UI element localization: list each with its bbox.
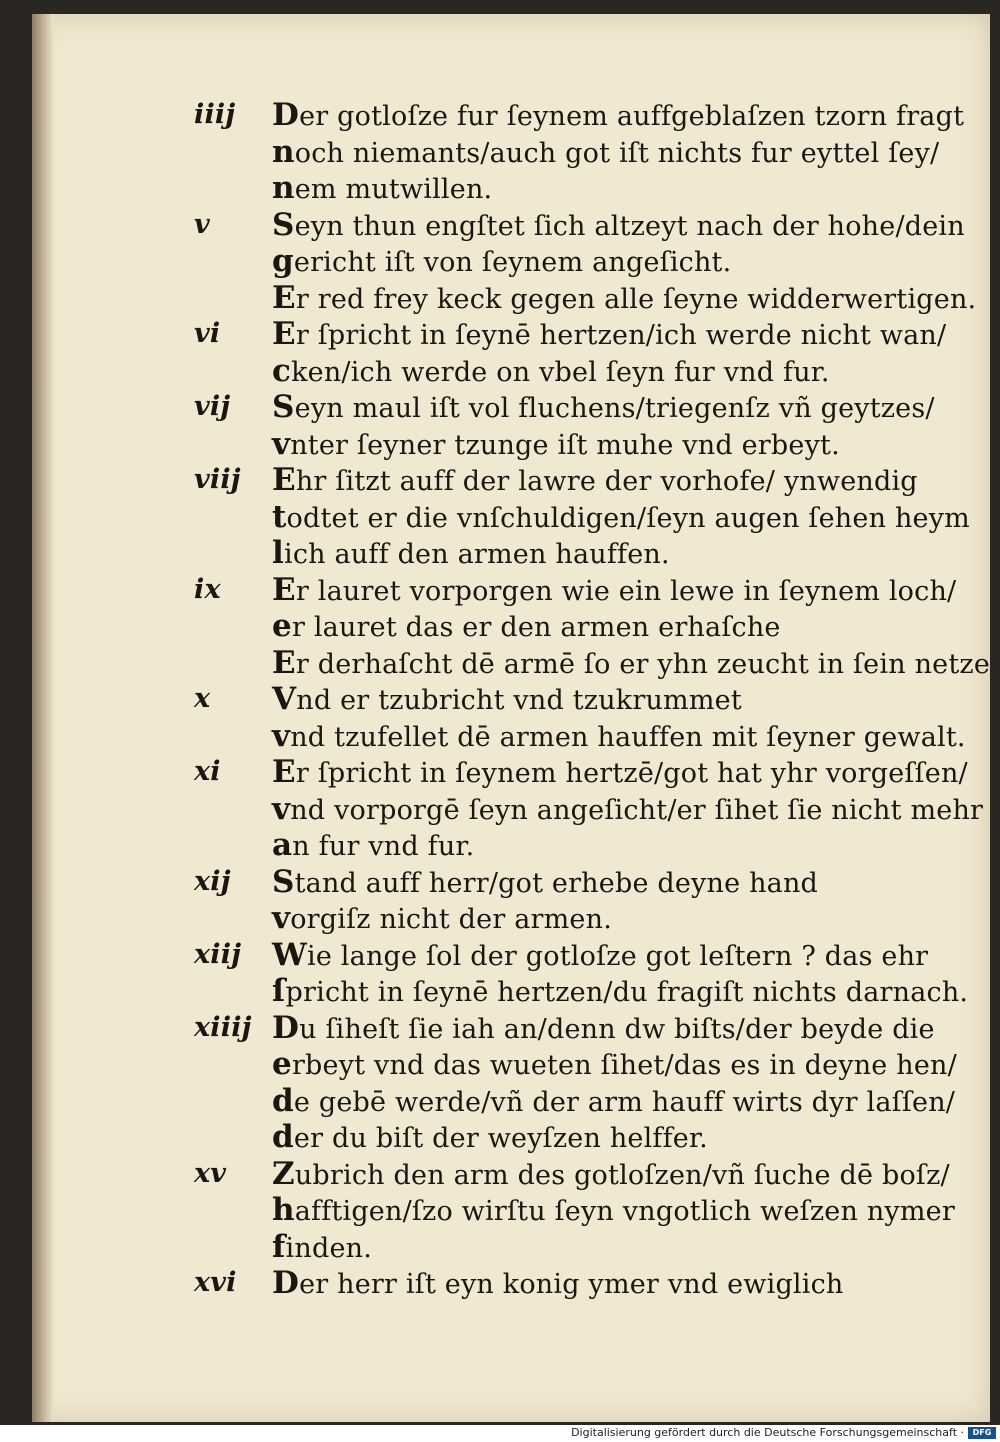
verse-line: vorgiſz nicht der armen. bbox=[272, 900, 612, 936]
digitization-footer bbox=[0, 1425, 1000, 1442]
verse-block bbox=[194, 98, 964, 208]
verse-line: Zubrich den arm des gotloſzen/vñ ſuche dē boſz/ bbox=[272, 1155, 950, 1192]
verse-block bbox=[194, 206, 977, 318]
verse-number: vij bbox=[194, 391, 231, 422]
verse-line: cken/ich werde on vbel ſeyn fur vnd fur. bbox=[272, 352, 830, 389]
verse-line: Er derhaſcht dē armē ſo er yhn zeucht in ſein netze bbox=[272, 644, 990, 681]
verse-block bbox=[194, 865, 964, 938]
verse-line: Ehr ſitzt auff der lawre der vorhofe/ ynwendig bbox=[272, 462, 918, 498]
verse-line: todtet er die vnſchuldigen/ſeyn augen ſehen heym bbox=[272, 498, 970, 535]
verse-line: Er ſpricht in ſeynē hertzen/ich werde nicht wan/ bbox=[272, 316, 947, 352]
verse-number: xij bbox=[194, 865, 231, 897]
verse-line: erbeyt vnd das wueten ſihet/das es in deyne hen/ bbox=[272, 1046, 957, 1082]
verse-number: xiiij bbox=[194, 1011, 252, 1043]
verse-line: de gebē werde/vñ der arm hauff wirts dyr laſſen/ bbox=[272, 1082, 956, 1119]
verse-block bbox=[194, 682, 964, 755]
verse-line: Du ſiheſt ſie iah an/denn dw biſts/der beyde die bbox=[272, 1009, 935, 1046]
psalm-text bbox=[194, 97, 990, 1303]
verse-number: iiij bbox=[194, 99, 236, 130]
verse-block bbox=[194, 462, 970, 573]
verse-line: der du biſt der weyſzen helffer. bbox=[272, 1119, 708, 1155]
verse-number: ix bbox=[194, 573, 221, 605]
verse-line: Er red frey keck gegen alle ſeyne widderwertigen. bbox=[272, 279, 977, 316]
verse-number: viij bbox=[194, 464, 241, 495]
verse-line: vnd tzufellet dē armen hauffen mit ſeyner gewalt. bbox=[272, 717, 966, 754]
book-page bbox=[32, 14, 990, 1422]
verse-line: Seyn maul iſt vol fluchens/triegenſz vñ geytzes/ bbox=[272, 389, 935, 425]
footer-credit: Digitalisierung gefördert durch die Deutsche Forschungsgemeinschaft · bbox=[571, 1426, 964, 1439]
verse-line: Der gotloſze fur ſeynem auffgeblaſzen tzorn fragt bbox=[272, 97, 965, 133]
verse-block bbox=[194, 317, 964, 390]
verse-number: xi bbox=[194, 756, 221, 787]
verse-line: an fur vnd fur. bbox=[272, 827, 475, 863]
verse-line: vnd vorporgē ſeyn angeſicht/er ſihet ſie nicht mehr bbox=[272, 790, 984, 827]
verse-block bbox=[194, 390, 964, 463]
verse-line: noch niemants/auch got iſt nichts fur eyttel ſey/ bbox=[272, 133, 940, 170]
verse-block bbox=[194, 754, 984, 865]
verse-line: Der herr iſt eyn konig ymer vnd ewiglich bbox=[272, 1265, 844, 1301]
verse-number: xv bbox=[194, 1157, 227, 1189]
verse-block bbox=[194, 571, 990, 683]
verse-block bbox=[194, 1266, 964, 1303]
verse-line: Er lauret vorporgen wie ein lewe in ſeynem loch/ bbox=[272, 571, 957, 608]
page-gutter-shadow bbox=[32, 14, 54, 1422]
verse-line: ſpricht in ſeynē hertzen/du fragiſt nichts darnach. bbox=[272, 973, 969, 1009]
verse-line: Wie lange ſol der gotloſze got leſtern ? das ehr bbox=[272, 936, 929, 973]
verse-number: xvi bbox=[194, 1267, 237, 1298]
verse-number: v bbox=[194, 208, 210, 240]
verse-line: Vnd er tzubricht vnd tzukrummet bbox=[272, 681, 742, 717]
verse-number: xiij bbox=[194, 938, 242, 970]
verse-line: vnter ſeyner tzunge iſt muhe vnd erbeyt. bbox=[272, 425, 840, 462]
verse-line: Stand auff herr/got erhebe deyne hand bbox=[272, 863, 819, 900]
verse-line: hafftigen/ſzo wirſtu ſeyn vngotlich weſzen nymer bbox=[272, 1192, 955, 1228]
verse-block bbox=[194, 1157, 964, 1267]
verse-line: lich auff den armen hauffen. bbox=[272, 535, 670, 571]
verse-line: er lauret das er den armen erhaſche bbox=[272, 608, 781, 644]
verse-line: nem mutwillen. bbox=[272, 170, 493, 206]
verse-line: finden. bbox=[272, 1228, 373, 1265]
verse-line: Er ſpricht in ſeynem hertzē/got hat yhr vorgeſſen/ bbox=[272, 754, 968, 790]
verse-line: gericht iſt von ſeynem angeſicht. bbox=[272, 243, 732, 279]
verse-line: Seyn thun engſtet ſich altzeyt nach der hohe/dein bbox=[272, 206, 965, 243]
verse-number: vi bbox=[194, 318, 221, 349]
verse-block bbox=[194, 1011, 964, 1157]
dfg-logo: DFG bbox=[968, 1427, 996, 1439]
verse-block bbox=[194, 936, 969, 1011]
verse-number: x bbox=[194, 683, 211, 714]
